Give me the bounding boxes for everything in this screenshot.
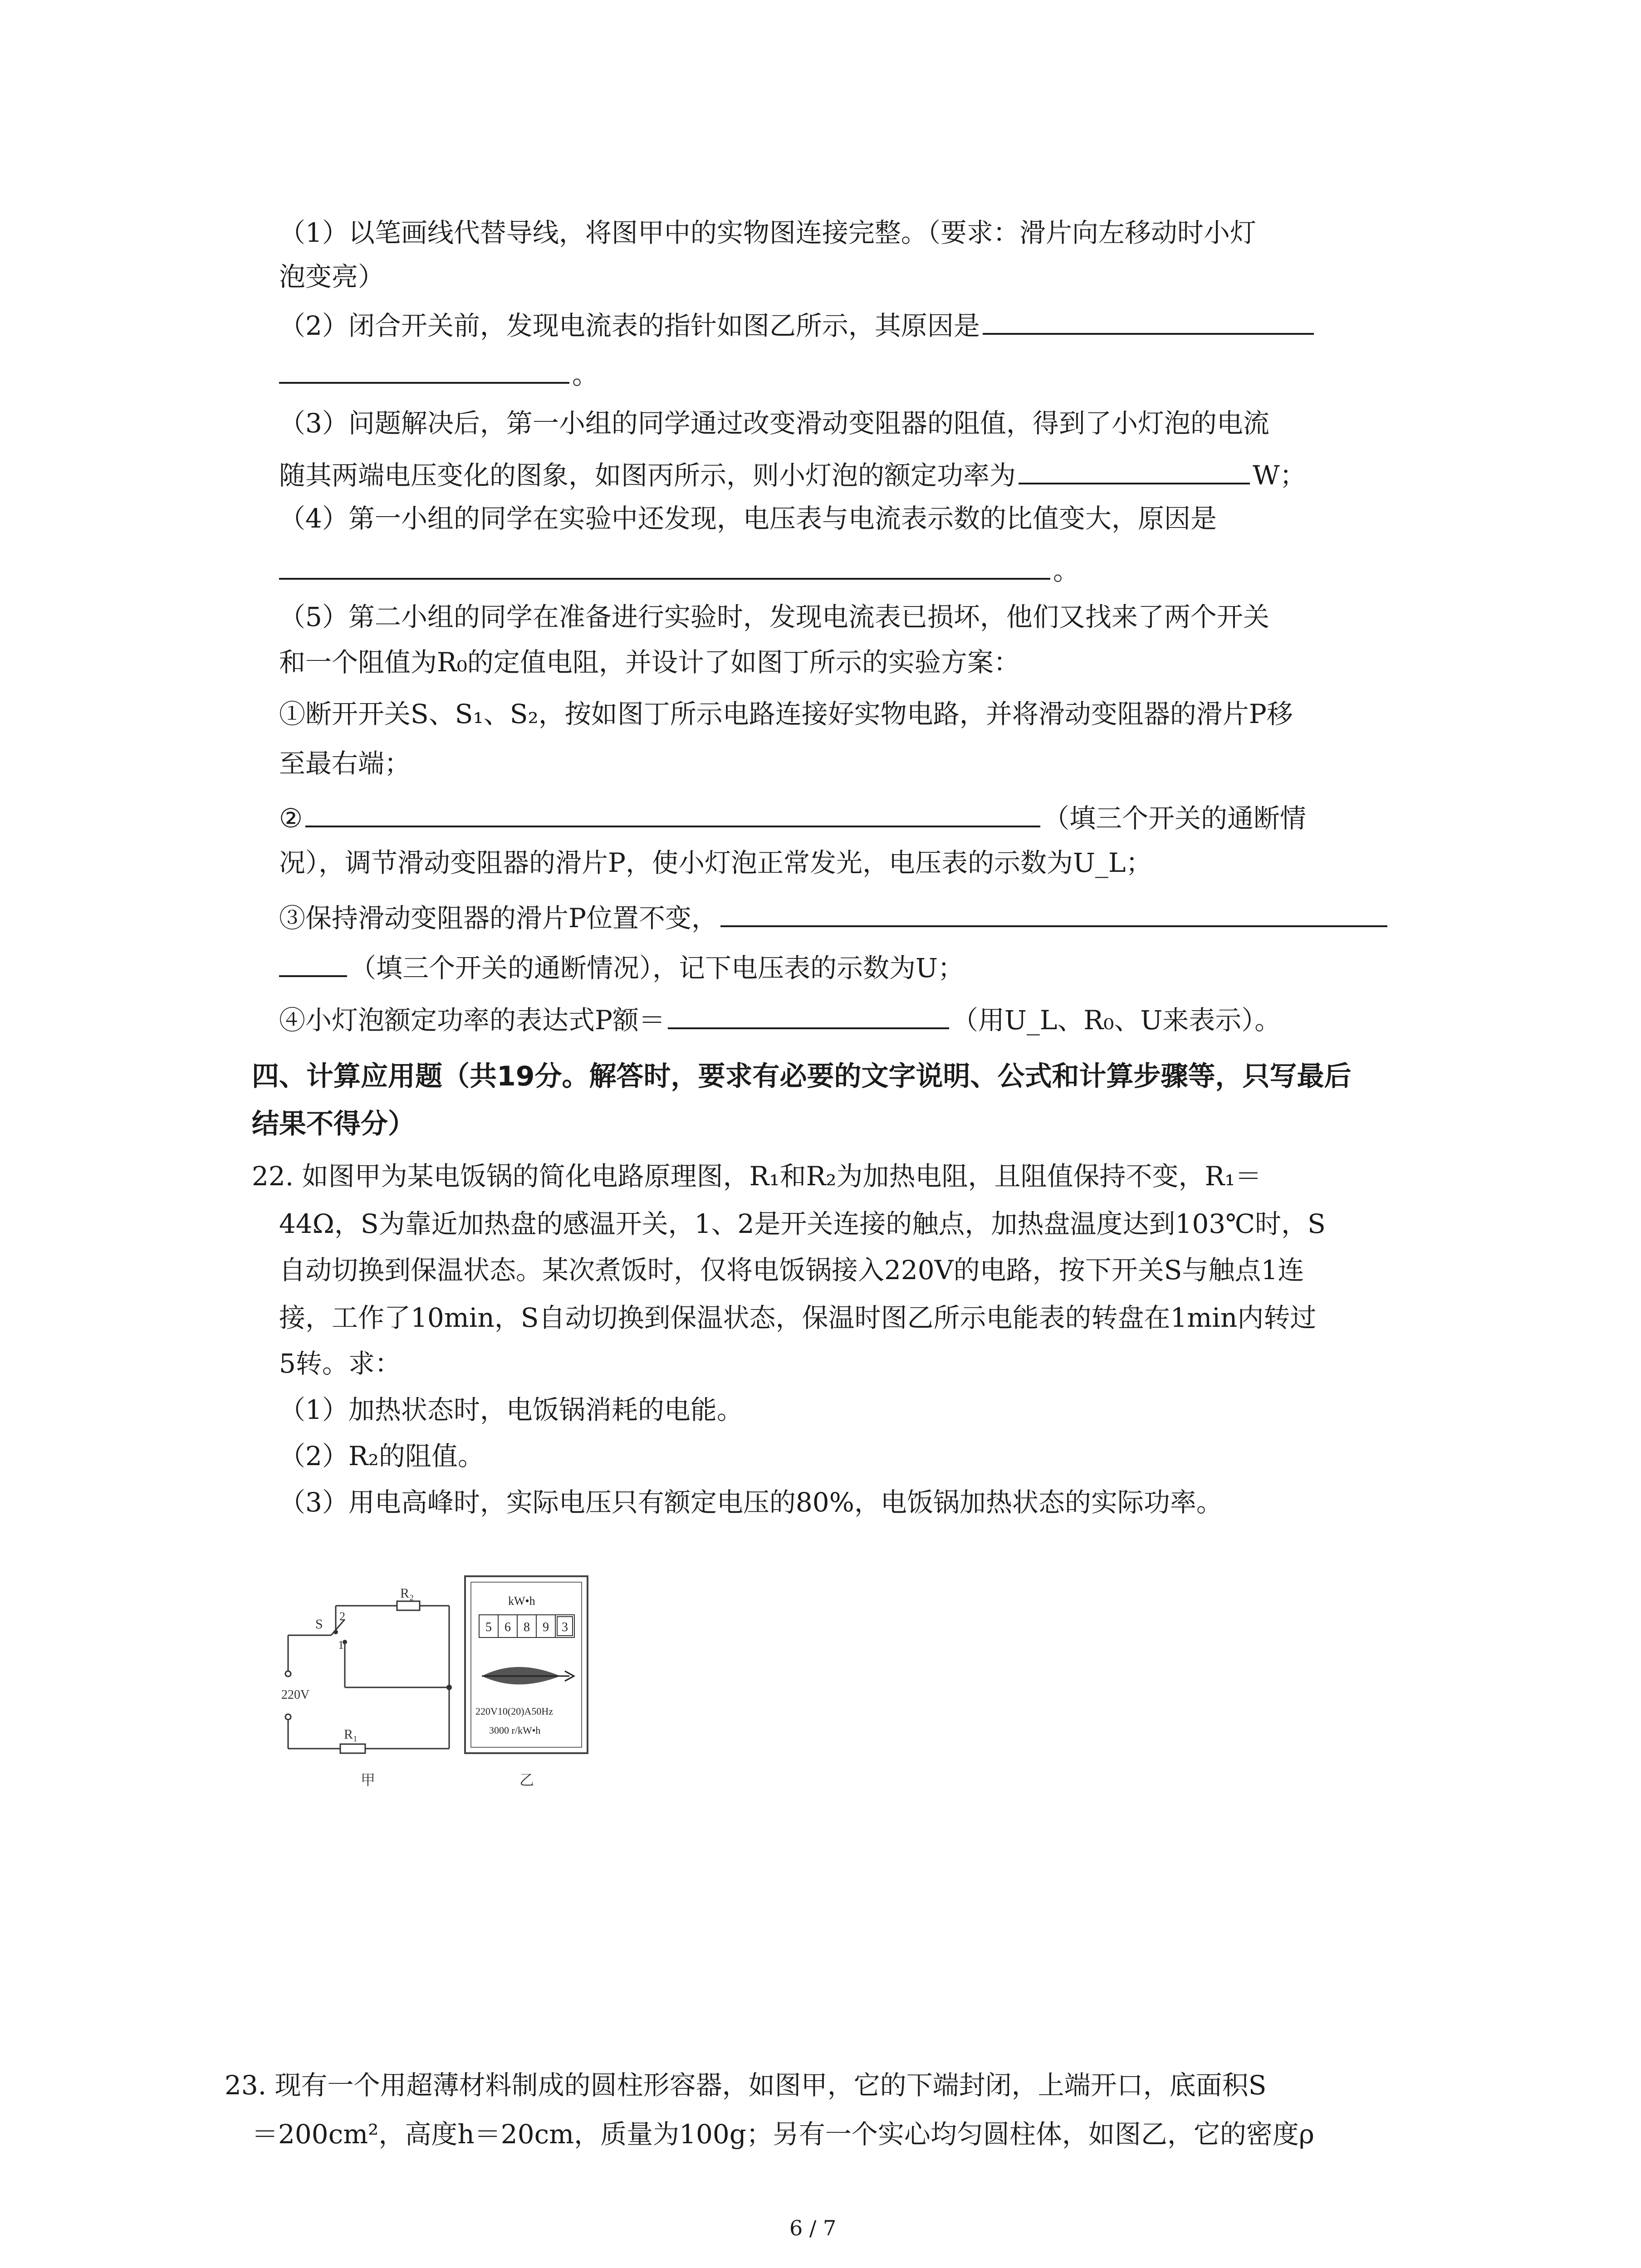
section4-heading-line1: 四、计算应用题（共19分。解答时，要求有必要的文字说明、公式和计算步骤等，只写最后 bbox=[252, 1061, 1352, 1092]
q22-sub3: （3）用电高峰时，实际电压只有额定电压的80%，电饭锅加热状态的实际功率。 bbox=[279, 1487, 1223, 1518]
meter-rating: 220V10(20)A50Hz bbox=[475, 1706, 554, 1717]
page-number: 6 / 7 bbox=[789, 2216, 837, 2240]
answer-blank[interactable] bbox=[720, 897, 1387, 927]
q21-step2-line1 bbox=[279, 797, 1306, 836]
label-220v: 220V bbox=[281, 1688, 310, 1702]
label-contact-2: 2 bbox=[339, 1610, 345, 1623]
q22-line5: 5转。求： bbox=[279, 1348, 401, 1379]
answer-blank[interactable] bbox=[983, 305, 1314, 335]
q21-part4-line2 bbox=[279, 550, 1079, 589]
q21-part3-line2 bbox=[279, 455, 1306, 494]
q21-step1-line1: ①断开开关S、S₁、S₂，按如图丁所示电路连接好实物电路，并将滑动变阻器的滑片P移 bbox=[279, 699, 1293, 729]
section4-heading-line2: 结果不得分） bbox=[252, 1108, 415, 1140]
q21-step3-line2 bbox=[279, 947, 964, 986]
q22-line4: 接，工作了10min，S自动切换到保温状态，保温时图乙所示电能表的转盘在1min内转过 bbox=[279, 1302, 1317, 1333]
q21-step2-line2: 况），调节滑动变阻器的滑片P，使小灯泡正常发光，电压表的示数为U_L； bbox=[279, 847, 1152, 878]
label-contact-1: 1 bbox=[338, 1638, 344, 1652]
step3-text: ③保持滑动变阻器的滑片P位置不变， bbox=[279, 903, 718, 934]
q21-step4 bbox=[279, 999, 1281, 1038]
answer-blank[interactable] bbox=[668, 999, 949, 1029]
q21-part5-line1: （5）第二小组的同学在准备进行实验时，发现电流表已损坏，他们又找来了两个开关 bbox=[279, 601, 1269, 632]
q21-step3-line1 bbox=[279, 897, 1390, 936]
q22-sub1: （1）加热状态时，电饭锅消耗的电能。 bbox=[279, 1394, 743, 1425]
q21-part1-line1: （1）以笔画线代替导线，将图甲中的实物图连接完整。（要求：滑片向左移动时小灯 bbox=[279, 217, 1256, 248]
label-s: S bbox=[315, 1617, 323, 1632]
q21-part4-line1: （4）第一小组的同学在实验中还发现，电压表与电流表示数的比值变大，原因是 bbox=[279, 503, 1217, 534]
figure-yi-energy-meter bbox=[463, 1574, 599, 1792]
q23-line1: 23. 现有一个用超薄材料制成的圆柱形容器，如图甲，它的下端封闭，上端开口，底面积S bbox=[225, 2070, 1267, 2101]
answer-blank[interactable] bbox=[279, 550, 1050, 580]
meter-digit: 6 bbox=[505, 1620, 511, 1634]
label-r2: R₂ bbox=[400, 1586, 414, 1601]
q21-part2-line1 bbox=[279, 305, 1317, 344]
answer-blank[interactable] bbox=[1019, 455, 1250, 484]
q22-line2: 44Ω，S为靠近加热盘的感温开关，1、2是开关连接的触点，加热盘温度达到103℃时，S bbox=[279, 1208, 1326, 1239]
meter-digit: 8 bbox=[524, 1620, 530, 1634]
q22-line3: 自动切换到保温状态。某次煮饭时，仅将电饭锅接入220V的电路，按下开关S与触点1连 bbox=[279, 1255, 1304, 1286]
meter-digit: 9 bbox=[543, 1620, 549, 1634]
q21-part2-text: （2）闭合开关前，发现电流表的指针如图乙所示，其原因是 bbox=[279, 310, 980, 341]
q22-line1: 22. 如图甲为某电饭锅的简化电路原理图，R₁和R₂为加热电阻，且阻值保持不变，R₁＝ bbox=[252, 1161, 1262, 1192]
label-r1: R₁ bbox=[344, 1727, 358, 1742]
unit-w: W； bbox=[1253, 460, 1306, 491]
step2-hint: （填三个开关的通断情 bbox=[1043, 803, 1307, 834]
q21-part3-text: 随其两端电压变化的图象，如图丙所示，则小灯泡的额定功率为 bbox=[279, 460, 1016, 491]
meter-unit: kW•h bbox=[508, 1594, 535, 1608]
step3-hint: （填三个开关的通断情况），记下电压表的示数为U； bbox=[350, 953, 964, 983]
period: 。 bbox=[572, 359, 599, 390]
q21-step1-line2: 至最右端； bbox=[279, 748, 411, 779]
q21-part3-line1: （3）问题解决后，第一小组的同学通过改变滑动变阻器的阻值，得到了小灯泡的电流 bbox=[279, 408, 1269, 439]
q23-line2: ＝200cm²，高度h＝20cm，质量为100g；另有一个实心均匀圆柱体，如图乙，它的密度ρ bbox=[252, 2119, 1315, 2150]
answer-blank[interactable] bbox=[279, 947, 347, 977]
meter-revolutions: 3000 r/kW•h bbox=[489, 1725, 541, 1736]
q21-part1-line2: 泡变亮） bbox=[279, 261, 385, 292]
step2-number: ② bbox=[279, 803, 303, 834]
meter-digit: 3 bbox=[562, 1620, 568, 1634]
caption-yi: 乙 bbox=[519, 1772, 534, 1788]
answer-blank[interactable] bbox=[279, 354, 569, 384]
figure-jia-circuit bbox=[281, 1583, 472, 1792]
turntable-icon bbox=[482, 1667, 574, 1685]
answer-blank[interactable] bbox=[305, 797, 1040, 827]
q21-part5-line2: 和一个阻值为R₀的定值电阻，并设计了如图丁所示的实验方案： bbox=[279, 647, 1020, 678]
step4-hint: （用U_L、R₀、U来表示）。 bbox=[952, 1005, 1281, 1036]
q21-part2-line2 bbox=[279, 354, 598, 393]
step4-text: ④小灯泡额定功率的表达式P额＝ bbox=[279, 1005, 666, 1036]
period: 。 bbox=[1053, 555, 1080, 586]
q22-sub2: （2）R₂的阻值。 bbox=[279, 1441, 484, 1471]
meter-digit: 5 bbox=[485, 1620, 492, 1634]
caption-jia: 甲 bbox=[361, 1772, 376, 1788]
